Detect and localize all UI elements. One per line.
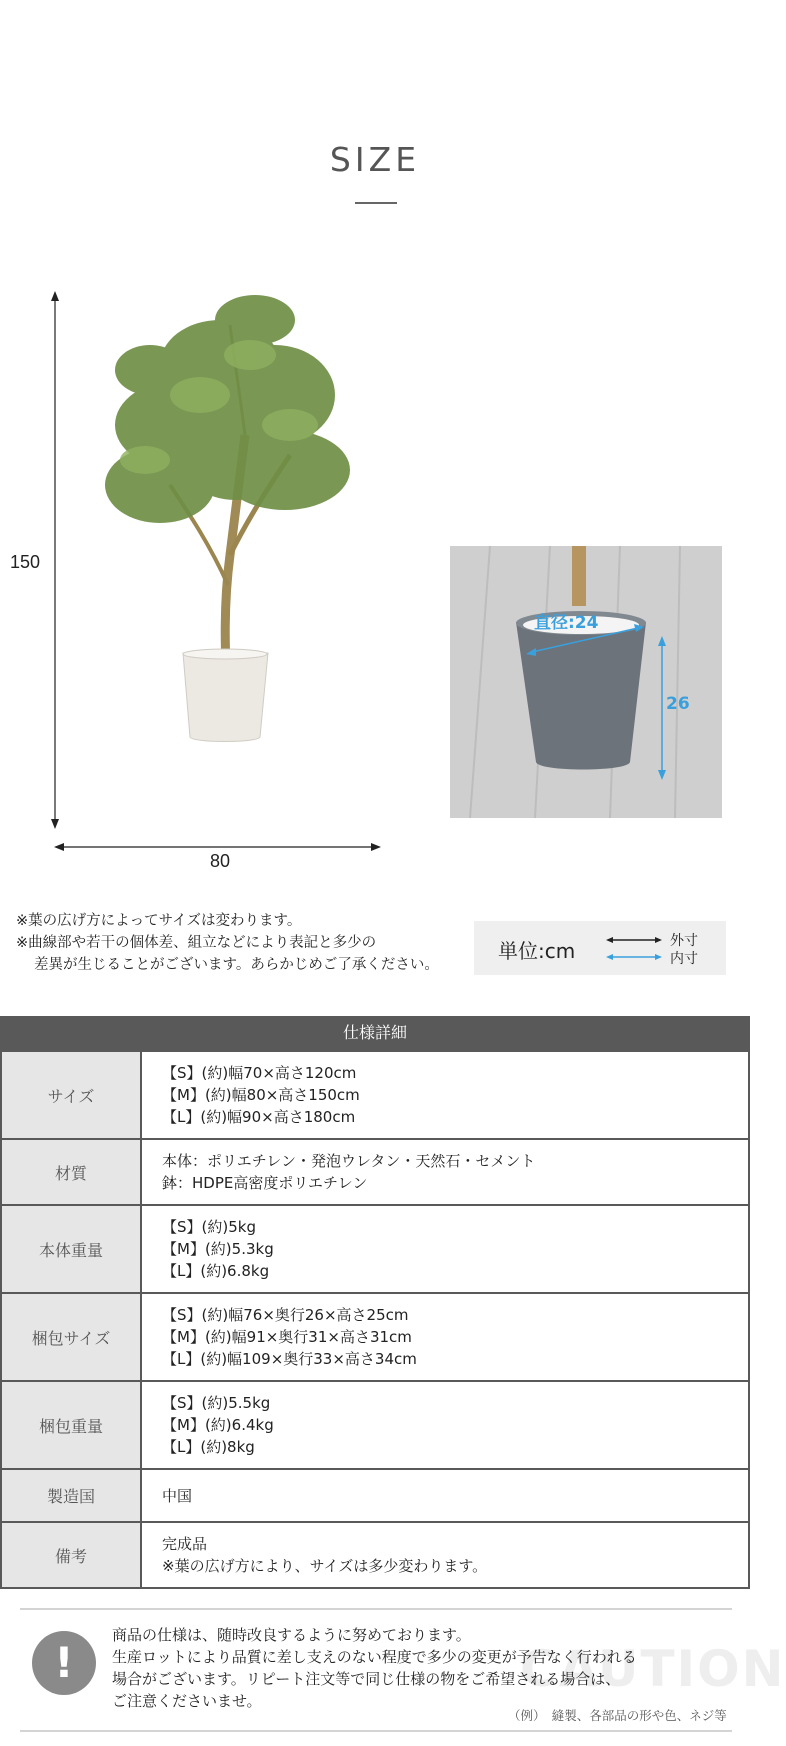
spec-line: 【L】(約)6.8kg	[162, 1262, 270, 1280]
unit-arrows	[604, 932, 664, 966]
width-arrow	[54, 843, 381, 851]
spec-line: 鉢：HDPE高密度ポリエチレン	[162, 1174, 368, 1192]
spec-line: 完成品	[162, 1535, 208, 1553]
unit-label: 単位:cm	[498, 939, 576, 963]
note-line-1: ※葉の広げ方によってサイズは変わります。	[16, 913, 302, 929]
spec-value	[141, 1205, 749, 1293]
spec-line: 【L】(約)幅90×高さ180cm	[162, 1108, 356, 1126]
caution-line: ご注意くださいませ。	[112, 1692, 262, 1710]
spec-row-size	[1, 1051, 749, 1139]
spec-row-package-size	[1, 1293, 749, 1381]
spec-table-header: 仕様詳細	[0, 1016, 750, 1050]
note-line-3: 差異が生じることがございます。あらかじめご了承ください。	[34, 957, 439, 973]
spec-table	[0, 1050, 750, 1589]
height-arrow	[51, 291, 59, 829]
spec-value	[141, 1469, 749, 1522]
spec-value	[141, 1293, 749, 1381]
spec-line: 【M】(約)6.4kg	[162, 1416, 274, 1434]
unit-inner-label: 内寸	[670, 951, 698, 967]
caution-line: 商品の仕様は、随時改良するように努めております。	[112, 1626, 471, 1644]
diameter-label: 直径:24	[534, 613, 599, 633]
spec-label: 備考	[1, 1522, 141, 1588]
spec-row-weight	[1, 1205, 749, 1293]
spec-label: サイズ	[1, 1051, 141, 1139]
exclamation-icon: !	[32, 1631, 96, 1695]
spec-line: 【M】(約)幅91×奥行31×高さ31cm	[162, 1328, 412, 1346]
spec-label: 本体重量	[1, 1205, 141, 1293]
spec-value	[141, 1139, 749, 1205]
caution-top-rule	[20, 1608, 732, 1610]
spec-line: 【L】(約)8kg	[162, 1438, 255, 1456]
spec-value	[141, 1381, 749, 1469]
spec-line: 【M】(約)5.3kg	[162, 1240, 274, 1258]
caution-text	[112, 1624, 637, 1712]
spec-line: 【S】(約)5kg	[162, 1218, 256, 1236]
caution-watermark: CAUTION	[520, 1640, 786, 1698]
spec-row-material	[1, 1139, 749, 1205]
spec-line: 【S】(約)幅70×高さ120cm	[162, 1064, 357, 1082]
spec-row-remarks	[1, 1522, 749, 1588]
spec-label: 材質	[1, 1139, 141, 1205]
spec-value	[141, 1522, 749, 1588]
caution-bottom-rule	[20, 1730, 732, 1732]
spec-line: 本体：ポリエチレン・発泡ウレタン・天然石・セメント	[162, 1152, 536, 1170]
spec-line: ※葉の広げ方により、サイズは多少変わります。	[162, 1557, 488, 1575]
spec-row-origin	[1, 1469, 749, 1522]
spec-line: 【L】(約)幅109×奥行33×高さ34cm	[162, 1350, 417, 1368]
unit-outer-label: 外寸	[670, 933, 698, 949]
spec-line: 【S】(約)5.5kg	[162, 1394, 271, 1412]
spec-line: 中国	[162, 1486, 193, 1505]
spec-label: 製造国	[1, 1469, 141, 1522]
spec-line: 【S】(約)幅76×奥行26×高さ25cm	[162, 1306, 409, 1324]
caution-example-note: （例） 縫製、各部品の形や色、ネジ等	[508, 1708, 727, 1723]
spec-row-package-weight	[1, 1381, 749, 1469]
title-divider	[355, 202, 397, 204]
caution-line: 生産ロットにより品質に差し支えのない程度で多少の変更が予告なく行われる	[112, 1648, 637, 1666]
spec-value	[141, 1051, 749, 1139]
caution-line: 場合がございます。リピート注文等で同じ仕様の物をご希望される場合は、	[112, 1670, 621, 1688]
product-image-olive-tree	[40, 285, 390, 855]
note-line-2: ※曲線部や若干の個体差、組立などにより表記と多少の	[16, 935, 377, 951]
page-title: SIZE	[329, 140, 421, 179]
spec-label: 梱包サイズ	[1, 1293, 141, 1381]
spec-label: 梱包重量	[1, 1381, 141, 1469]
pot-height-label: 26	[666, 694, 690, 714]
spec-line: 【M】(約)幅80×高さ150cm	[162, 1086, 360, 1104]
width-label: 80	[210, 851, 231, 871]
height-label: 150	[10, 552, 41, 572]
